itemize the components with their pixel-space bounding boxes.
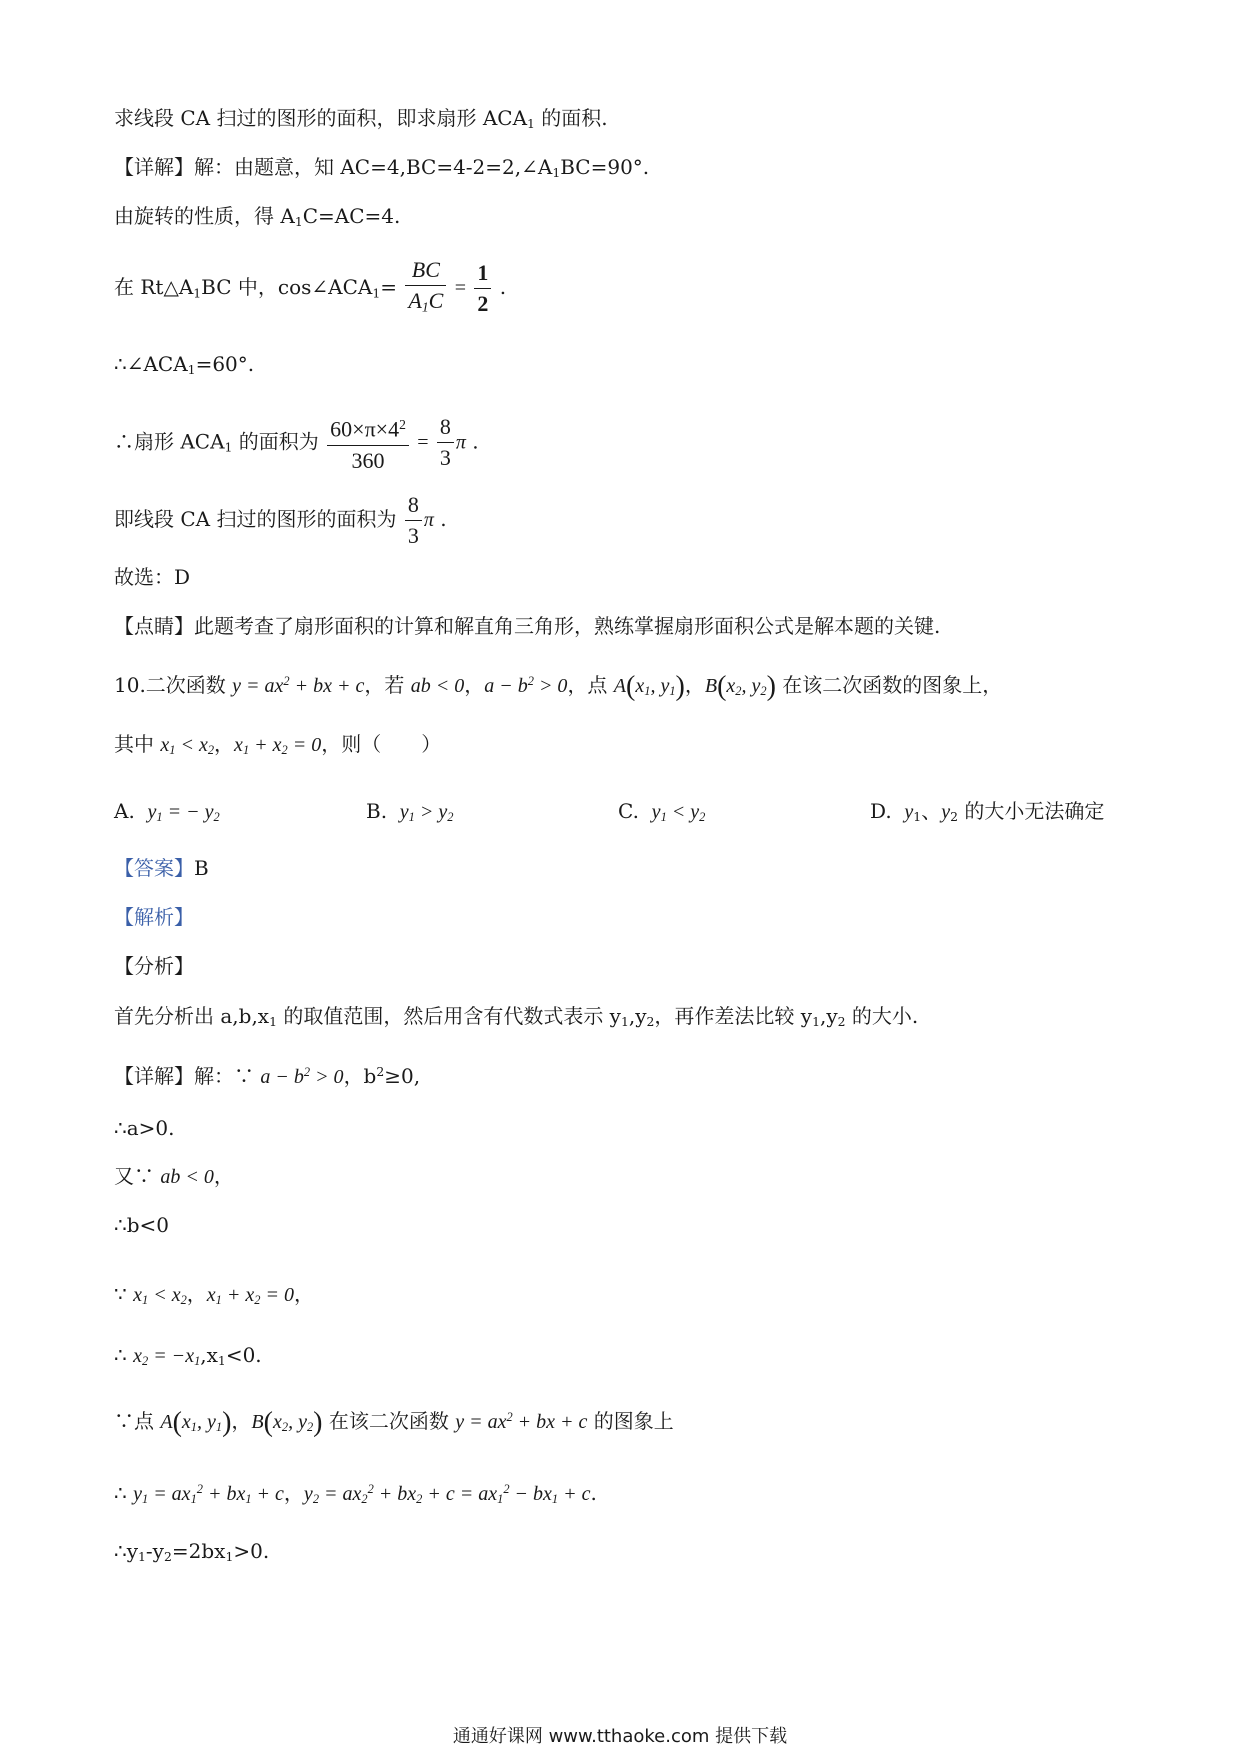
superscript: 2 <box>376 1064 385 1079</box>
denominator: 3 <box>407 523 419 548</box>
point-a: $A(x_1$, $y_1$) <box>613 670 685 702</box>
math-part: = − <box>148 1345 186 1367</box>
math-part: x <box>133 1345 142 1367</box>
text: = <box>454 277 466 300</box>
math-part: x <box>635 674 645 697</box>
fraction-bc-over-a1c <box>405 255 446 322</box>
subscript: 1 <box>408 810 415 825</box>
math-part: y <box>298 1410 307 1433</box>
math-part: B <box>704 674 718 697</box>
subscript: 1 <box>190 1491 197 1506</box>
numerator: 8 <box>405 490 422 521</box>
math-part: x <box>245 1284 255 1306</box>
text-line <box>114 104 608 138</box>
math-part: y <box>147 801 157 823</box>
math-y2 <box>304 1483 591 1505</box>
text-line <box>114 1162 234 1191</box>
text-line-cos <box>114 255 506 322</box>
text: 其中 <box>114 732 161 756</box>
text: ∴∠ACA <box>114 352 188 376</box>
subscript: 2 <box>306 1419 314 1434</box>
math-part: + c <box>251 1482 284 1505</box>
text: . <box>590 1480 597 1505</box>
superscript: 2 <box>527 674 534 688</box>
numerator: 8 <box>437 412 454 443</box>
math-part: < <box>175 734 199 756</box>
text: ， <box>214 732 235 756</box>
paren: ) <box>222 1406 232 1438</box>
paren: ( <box>263 1406 273 1438</box>
subscript: 2 <box>361 1491 368 1506</box>
subscript: 2 <box>180 1293 187 1308</box>
text: 在 Rt△A <box>114 275 194 300</box>
text: BC=90°. <box>560 155 650 179</box>
num-text: 60×π×4 <box>330 416 400 442</box>
math-part: x <box>181 1410 191 1433</box>
subscript: 1 <box>812 1014 820 1030</box>
text: = <box>417 431 429 454</box>
text-line <box>114 1537 269 1571</box>
subscript: 1 <box>156 810 163 825</box>
text: BC 中，cos∠ACA <box>201 275 373 300</box>
option-label: A. <box>114 799 135 823</box>
subscript: 1 <box>620 1014 629 1030</box>
paren: ( <box>717 670 727 702</box>
text: 【点睛】此题考查了扇形面积的计算和解直角三角形，熟练掌握扇形面积公式是解本题的关键. <box>114 614 941 638</box>
question-10-condition <box>114 730 441 764</box>
subscript: 1 <box>193 285 202 301</box>
text: ≥0, <box>384 1063 421 1088</box>
math-part: y <box>133 1482 142 1505</box>
math-part: < <box>148 1284 172 1306</box>
text: ，点 <box>567 672 614 697</box>
subscript: 1 <box>245 1491 252 1506</box>
point-b: $B(x_2$, $y_2$) <box>704 670 776 702</box>
text-line <box>114 1002 918 1036</box>
math-part: A <box>160 1410 173 1433</box>
text: ，再作差法比较 y <box>654 1004 813 1028</box>
subscript: 2 <box>699 810 706 825</box>
paren: ( <box>626 670 636 702</box>
answer-value: B <box>194 856 209 880</box>
text: ， <box>293 1282 314 1306</box>
text-line <box>114 153 649 187</box>
numerator: BC <box>405 255 446 286</box>
math <box>234 734 321 756</box>
superscript: 2 <box>503 1482 510 1496</box>
text: 的面积. <box>534 106 608 130</box>
text-line <box>114 1280 314 1314</box>
text-line <box>114 350 254 384</box>
subscript: 1 <box>644 683 651 698</box>
superscript: 2 <box>367 1482 374 1496</box>
subscript: 1 <box>190 1419 197 1434</box>
text: 、 <box>921 799 942 823</box>
text: 的大小. <box>845 1004 919 1028</box>
math-part: = 0 <box>260 1284 294 1306</box>
math-part: y <box>204 801 214 823</box>
subscript: 2 <box>207 743 215 758</box>
subscript: 1 <box>421 299 429 315</box>
subscript: 1 <box>294 214 303 230</box>
denominator: 360 <box>351 447 385 473</box>
math-part: > 0 <box>533 674 568 697</box>
text: 即线段 CA 扫过的图形的面积为 <box>114 507 397 531</box>
text: ∴ <box>114 1480 134 1505</box>
paren: ( <box>172 1406 182 1438</box>
text: 的图象上 <box>587 1408 674 1433</box>
math <box>652 801 706 823</box>
subscript: 1 <box>913 809 922 825</box>
math-part: y <box>941 801 951 823</box>
section-label: 【分析】 <box>114 954 194 978</box>
numerator <box>327 410 409 446</box>
text: ， <box>283 1480 304 1505</box>
fraction-one-half <box>474 258 491 319</box>
math-part: y <box>438 801 448 823</box>
math-part: > <box>414 801 439 823</box>
text: 【详解】解：∵ <box>114 1063 261 1088</box>
text: . <box>472 429 479 454</box>
math <box>133 1345 200 1367</box>
subscript: 2 <box>163 1549 172 1565</box>
answer-line <box>114 854 209 882</box>
math-part: x <box>234 734 243 756</box>
point-b: $B(x_2$, $y_2$) <box>251 1406 323 1438</box>
text: =60°. <box>195 352 255 376</box>
text: 首先分析出 a,b,x <box>114 1004 270 1028</box>
subscript: 1 <box>217 1353 226 1369</box>
options-row <box>114 797 1134 827</box>
math-part: x <box>185 1345 195 1367</box>
denominator: 2 <box>477 291 489 317</box>
math <box>133 1284 187 1306</box>
den-c: C <box>428 288 444 313</box>
math-part: = − <box>162 801 205 823</box>
text: ∵点 <box>114 1408 161 1433</box>
text: . <box>440 507 447 531</box>
superscript: 2 <box>399 417 406 432</box>
text: ，若 <box>364 672 411 697</box>
option-d <box>870 797 1104 831</box>
text-line <box>114 1058 420 1091</box>
text: ， <box>231 1408 252 1433</box>
math: ab < 0 <box>160 1166 214 1188</box>
math-part: y <box>303 1482 313 1505</box>
subscript: 1 <box>660 810 667 825</box>
text: ∴a>0. <box>114 1116 175 1140</box>
math <box>484 675 567 697</box>
subscript: 1 <box>372 285 381 301</box>
math-part: − bx <box>509 1482 552 1505</box>
text: ∴扇形 ACA <box>114 429 225 454</box>
option-b <box>366 797 453 831</box>
math-part: + c = ax <box>422 1482 498 1505</box>
math-y1 <box>133 1483 284 1505</box>
text-line-comment <box>114 612 940 640</box>
text: 又∵ <box>114 1164 161 1188</box>
subscript: 2 <box>213 810 220 825</box>
text: =2bx <box>171 1539 226 1563</box>
subscript: 2 <box>760 683 767 698</box>
math-part: y <box>751 674 761 697</box>
text: ,y <box>628 1004 647 1028</box>
text: ∵ <box>114 1282 134 1306</box>
subscript: 2 <box>735 683 742 698</box>
subscript: 1 <box>187 362 196 378</box>
text: C=AC=4. <box>302 204 401 228</box>
text-line <box>114 1403 674 1441</box>
option-label: D. <box>870 799 892 823</box>
math-part: + bx <box>202 1482 246 1505</box>
subscript: 1 <box>224 439 233 455</box>
math-part: y <box>690 801 700 823</box>
fraction-eight-thirds <box>437 412 454 473</box>
math <box>400 801 454 823</box>
math-part: + bx + c <box>289 674 365 697</box>
math-part: y <box>207 1410 216 1433</box>
math-part: y <box>660 674 670 697</box>
math-part: a − b <box>260 1065 304 1088</box>
text: 在该二次函数 <box>322 1408 456 1433</box>
text: ,x <box>200 1343 218 1367</box>
math-part: + c <box>558 1482 591 1505</box>
superscript: 2 <box>283 674 290 688</box>
math-part: x <box>160 734 170 756</box>
subscript: 2 <box>312 1491 320 1506</box>
pi-symbol: π <box>423 509 434 531</box>
math-part: y <box>651 801 661 823</box>
math-part: y = ax <box>232 674 284 697</box>
subscript: 1 <box>497 1491 504 1506</box>
subscript: 1 <box>527 116 535 132</box>
subscript: 2 <box>141 1354 149 1369</box>
text: . <box>499 275 507 300</box>
math-part: y <box>904 801 914 823</box>
math-part: + <box>221 1284 246 1306</box>
math <box>160 734 214 756</box>
pi-symbol: π <box>455 431 466 454</box>
math-part: y = ax <box>455 1410 507 1433</box>
subscript: 2 <box>254 1293 261 1308</box>
fraction-eight-thirds <box>405 490 422 551</box>
math-part: B <box>251 1410 264 1433</box>
text: ， <box>684 672 705 697</box>
answer-label: 【答案】 <box>114 856 194 880</box>
option-label: C. <box>618 799 639 823</box>
math-part: x <box>171 1284 181 1306</box>
subscript: 1 <box>269 1014 277 1030</box>
fenxi-heading <box>114 952 194 980</box>
text-line <box>114 1211 169 1239</box>
subscript: 1 <box>169 743 176 758</box>
math-part: y <box>399 801 409 823</box>
math-part: + <box>249 734 273 756</box>
subscript: 2 <box>447 810 454 825</box>
option-a <box>114 797 220 831</box>
text-line <box>114 1114 175 1142</box>
text-line-sector-area <box>114 410 479 476</box>
text: 的面积为 <box>232 429 319 454</box>
option-c <box>618 797 705 831</box>
option-label: B. <box>366 799 388 823</box>
math-part: x <box>726 674 736 697</box>
text: <0. <box>225 1343 262 1367</box>
math-part: + bx <box>373 1482 417 1505</box>
text: ∴b<0 <box>114 1213 170 1237</box>
subscript: 2 <box>837 1014 846 1030</box>
text: >0. <box>233 1539 270 1563</box>
paren: ) <box>675 670 685 702</box>
subscript: 2 <box>950 809 958 825</box>
text: 10.二次函数 <box>114 672 233 697</box>
page-footer: 通通好课网 www.tthaoke.com 提供下载 <box>452 1726 788 1747</box>
text-line <box>114 563 190 591</box>
text: ，则（ ） <box>321 732 442 756</box>
subscript: 1 <box>215 1293 222 1308</box>
subscript: 2 <box>646 1014 655 1030</box>
subscript: 1 <box>194 1354 201 1369</box>
denominator <box>405 286 446 322</box>
text: 的取值范围，然后用含有代数式表示 y <box>276 1004 621 1028</box>
math-part: > 0 <box>310 1065 344 1088</box>
den-a: A <box>408 288 422 313</box>
math-part: x <box>206 1284 216 1306</box>
superscript: 2 <box>303 1065 311 1079</box>
math-part: x <box>198 734 208 756</box>
math <box>455 1411 587 1433</box>
text: = <box>380 275 398 300</box>
math-part: x <box>272 1410 282 1433</box>
subscript: 1 <box>669 683 676 698</box>
section-label: 【解析】 <box>114 905 194 929</box>
subscript: 1 <box>552 165 561 181</box>
math <box>207 1284 294 1306</box>
subscript: 2 <box>416 1491 423 1506</box>
subscript: 2 <box>281 743 288 758</box>
text: ， <box>186 1282 207 1306</box>
subscript: 1 <box>138 1549 146 1565</box>
text: ,y <box>819 1004 838 1028</box>
text: 【详解】解：由题意，知 AC=4,BC=4-2=2,∠A <box>114 155 553 179</box>
math-part: a − b <box>484 674 528 697</box>
text: ， <box>213 1164 234 1188</box>
paren: ) <box>313 1406 323 1438</box>
text: 由旋转的性质，得 A <box>114 204 295 228</box>
subscript: 1 <box>551 1491 559 1506</box>
math-part: < <box>666 801 691 823</box>
text-line <box>114 202 400 236</box>
subscript: 1 <box>215 1419 223 1434</box>
math-part: x <box>133 1284 142 1306</box>
text: 的大小无法确定 <box>957 799 1105 823</box>
denominator: 3 <box>439 445 451 471</box>
text-line <box>114 1475 597 1513</box>
text-line-result <box>114 490 447 551</box>
subscript: 2 <box>281 1419 289 1434</box>
math <box>232 675 364 697</box>
math-part: = ax <box>148 1482 191 1505</box>
math <box>260 1066 343 1088</box>
math <box>148 801 220 823</box>
text: 求线段 CA 扫过的图形的面积，即求扇形 ACA <box>114 106 528 130</box>
point-a: $A(x_1$, $y_1$) <box>160 1406 232 1438</box>
superscript: 2 <box>196 1482 203 1496</box>
question-10-stem <box>114 667 1002 705</box>
analysis-heading <box>114 903 194 931</box>
text: ，b <box>343 1063 377 1088</box>
text: 故选：D <box>114 565 191 589</box>
numerator: 1 <box>474 258 491 289</box>
math-part: = 0 <box>287 734 322 756</box>
text: ∴ <box>114 1343 134 1367</box>
text: ， <box>464 672 485 697</box>
math-part: A <box>613 674 627 697</box>
math: ab < 0 <box>410 674 465 697</box>
text: -y <box>145 1539 164 1563</box>
fraction-sector-formula <box>327 410 409 476</box>
math-part: = ax <box>319 1482 362 1505</box>
text: 在该二次函数的图象上， <box>775 672 1003 697</box>
superscript: 2 <box>506 1410 513 1424</box>
math-part: x <box>272 734 282 756</box>
text-line <box>114 1341 262 1375</box>
subscript: 1 <box>242 743 250 758</box>
subscript: 1 <box>141 1491 149 1506</box>
subscript: 1 <box>225 1549 234 1565</box>
text: ∴y <box>114 1539 139 1563</box>
math-part: + bx + c <box>512 1410 588 1433</box>
subscript: 1 <box>141 1293 149 1308</box>
paren: ) <box>766 670 776 702</box>
